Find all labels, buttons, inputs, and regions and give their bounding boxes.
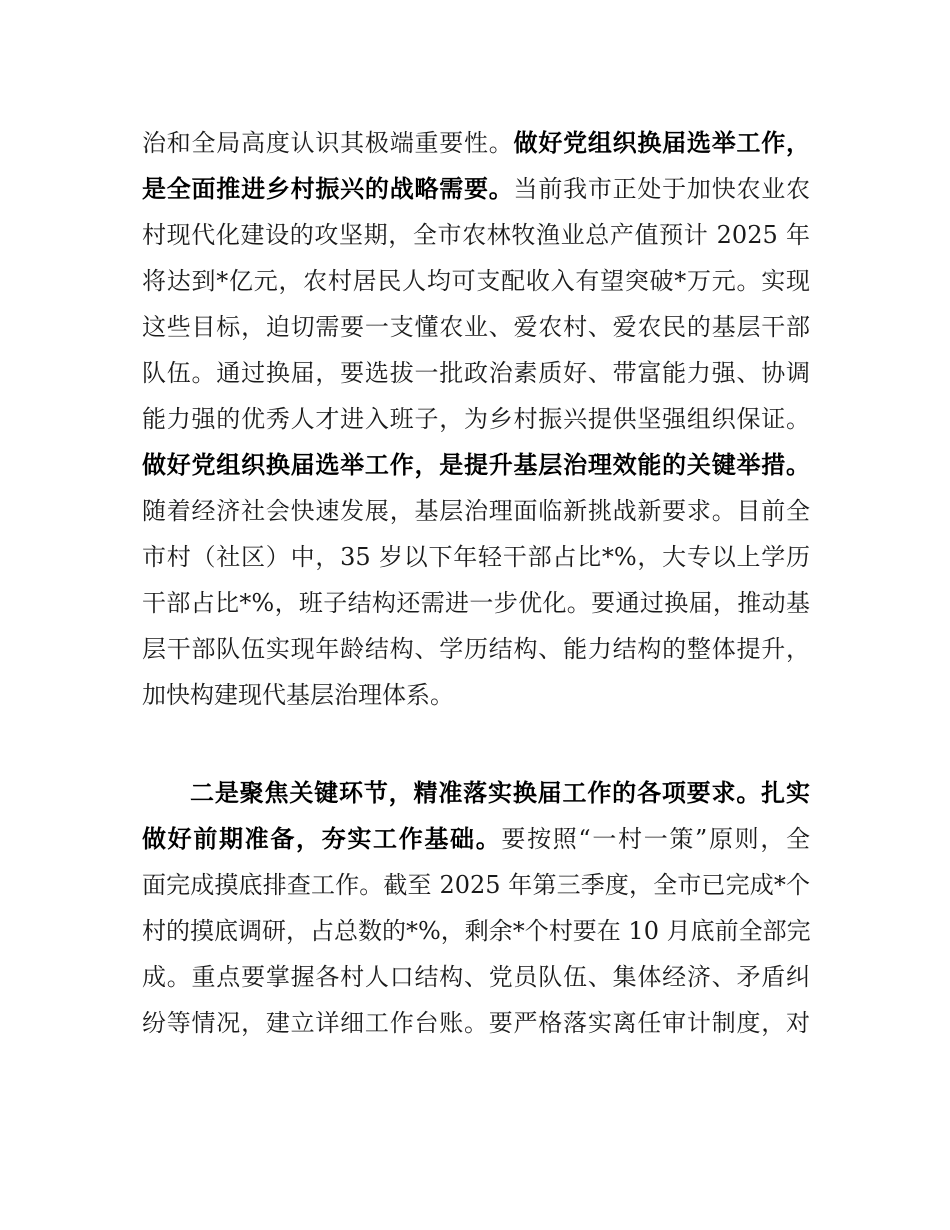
text-line [142, 212, 810, 258]
bold-text-run: 做好党组织换届选举工作， [513, 129, 811, 157]
text-line [142, 908, 810, 954]
text-line [142, 1000, 810, 1046]
text-line [142, 580, 810, 626]
text-line [142, 488, 810, 534]
text-run: 将达到*亿元，农村居民人均可支配收入有望突破*万元。实现 [142, 267, 810, 295]
text-line [142, 120, 810, 166]
text-run: 市村（社区）中，35 岁以下年轻干部占比*%，大专以上学历 [142, 543, 810, 571]
text-line [142, 304, 810, 350]
paragraph-2 [142, 770, 810, 1046]
text-line [142, 626, 810, 672]
text-line [142, 816, 810, 862]
text-line [142, 350, 810, 396]
text-line [142, 258, 810, 304]
text-run: 要按照“一村一策”原则，全 [501, 825, 810, 853]
text-line [142, 770, 810, 816]
text-run: 面完成摸底排查工作。截至 2025 年第三季度，全市已完成*个 [142, 871, 810, 899]
bold-text-run: 是全面推进乡村振兴的战略需要。 [142, 175, 514, 203]
text-run: 加快构建现代基层治理体系。 [142, 681, 454, 709]
bold-text-run: 做好前期准备，夯实工作基础。 [142, 825, 502, 853]
text-line [142, 442, 810, 488]
text-run: 干部占比*%，班子结构还需进一步优化。要通过换届，推动基 [142, 589, 810, 617]
text-line [142, 534, 810, 580]
text-line [142, 396, 810, 442]
text-run: 村现代化建设的攻坚期，全市农林牧渔业总产值预计 2025 年 [142, 221, 810, 249]
paragraph-1 [142, 120, 810, 718]
text-run: 能力强的优秀人才进入班子，为乡村振兴提供坚强组织保证。 [142, 405, 810, 433]
text-line [142, 954, 810, 1000]
text-run: 治和全局高度认识其极端重要性。 [142, 129, 514, 157]
text-run: 当前我市正处于加快农业农 [513, 175, 811, 203]
text-run: 纷等情况，建立详细工作台账。要严格落实离任审计制度，对 [142, 1009, 810, 1037]
text-run: 村的摸底调研，占总数的*%，剩余*个村要在 10 月底前全部完 [142, 917, 811, 945]
text-run: 这些目标，迫切需要一支懂农业、爱农村、爱农民的基层干部 [142, 313, 810, 341]
text-line [142, 862, 810, 908]
text-run: 队伍。通过换届，要选拔一批政治素质好、带富能力强、协调 [142, 359, 810, 387]
text-run: 随着经济社会快速发展，基层治理面临新挑战新要求。目前全 [142, 497, 810, 525]
bold-text-run: 做好党组织换届选举工作，是提升基层治理效能的关键举措。 [142, 451, 810, 479]
bold-text-run: 二是聚焦关键环节，精准落实换届工作的各项要求。扎实 [190, 779, 810, 807]
text-line [142, 672, 810, 718]
text-run: 成。重点要掌握各村人口结构、党员队伍、集体经济、矛盾纠 [142, 963, 810, 991]
text-line [142, 166, 810, 212]
text-run: 层干部队伍实现年龄结构、学历结构、能力结构的整体提升， [142, 635, 810, 663]
